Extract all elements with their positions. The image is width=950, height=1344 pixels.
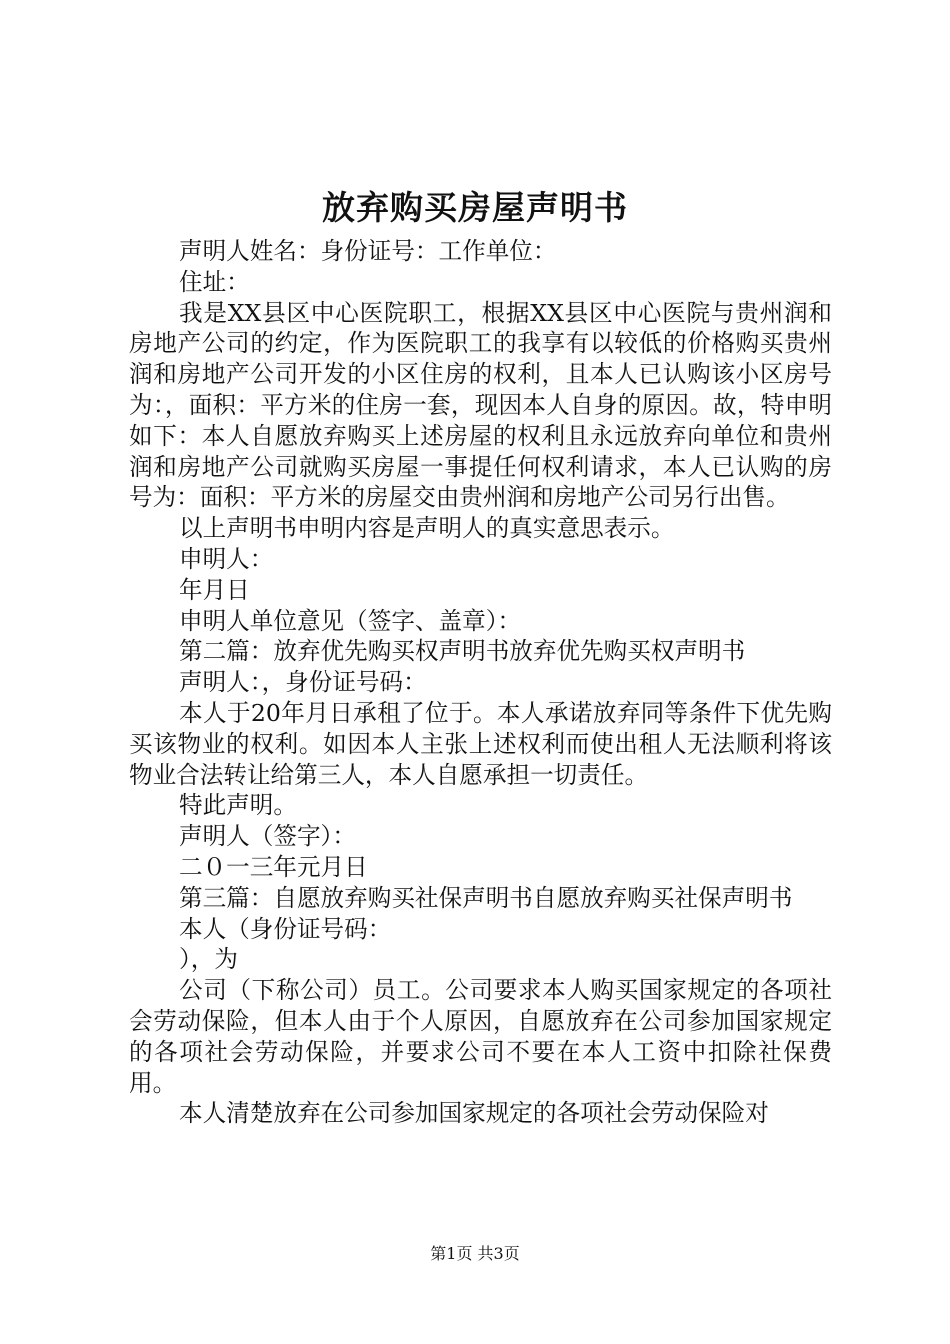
paragraph-section-two-date: 二０一三年元月日 xyxy=(179,852,368,881)
paragraph-section-two-declarant: 声明人：，身份证号码： xyxy=(179,668,427,697)
paragraph-section-three-id: 本人（身份证号码： xyxy=(179,914,392,943)
paragraph-address: 住址： xyxy=(179,267,250,296)
paragraph-section-three-heading: 第三篇：自愿放弃购买社保声明书自愿放弃购买社保声明书 xyxy=(179,883,793,912)
paragraph-truth-declaration: 以上声明书申明内容是声明人的真实意思表示。 xyxy=(179,514,675,543)
paragraph-section-three-continued: 本人清楚放弃在公司参加国家规定的各项社会劳动保险对 xyxy=(179,1099,769,1128)
document-title: 放弃购买房屋声明书 xyxy=(322,188,628,227)
paragraph-unit-opinion: 申明人单位意见（签字、盖章）： xyxy=(179,606,522,635)
paragraph-section-two-body: 本人于20年月日承租了位于。本人承诺放弃同等条件下优先购买该物业的权利。如因本人主张上述权利而使出租人无法顺利将该物业合法转让给第三人，本人自愿承担一切责任。 xyxy=(129,698,832,789)
paragraph-section-two-heading: 第二篇：放弃优先购买权声明书放弃优先购买权声明书 xyxy=(179,637,746,666)
paragraph-main-statement: 我是XX县区中心医院职工，根据XX县区中心医院与贵州润和房地产公司的约定，作为医院职工的我享有以较低的价格购买贵州润和房地产公司开发的小区住房的权利，且本人已认购该小区房号为：，面积：平方米的住房一套，现因本人自身的原因。故，特申明如下：本人自愿放弃购买上述房屋的权利且永远放弃向单位和贵州润和房地产公司就购买房屋一事提任何权利请求，本人已认购的房号为：面积：平方米的房屋交由贵州润和房地产公司另行出售。 xyxy=(129,298,832,512)
paragraph-section-two-signature: 声明人（签字）： xyxy=(179,822,356,851)
paragraph-hereby-declare: 特此声明。 xyxy=(179,791,297,820)
paragraph-date: 年月日 xyxy=(179,575,250,604)
paragraph-declarant-signature: 申明人： xyxy=(179,544,274,573)
paragraph-section-three-role: ），为 xyxy=(179,945,238,974)
paragraph-section-three-body: 公司（下称公司）员工。公司要求本人购买国家规定的各项社会劳动保险，但本人由于个人原因，自愿放弃在公司参加国家规定的各项社会劳动保险，并要求公司不要在本人工资中扣除社保费用。 xyxy=(129,976,832,1097)
document-body xyxy=(129,236,832,1129)
page-number-footer: 第1页 共3页 xyxy=(430,1244,520,1263)
paragraph-declarant-info: 声明人姓名：身份证号：工作单位： xyxy=(179,237,557,265)
